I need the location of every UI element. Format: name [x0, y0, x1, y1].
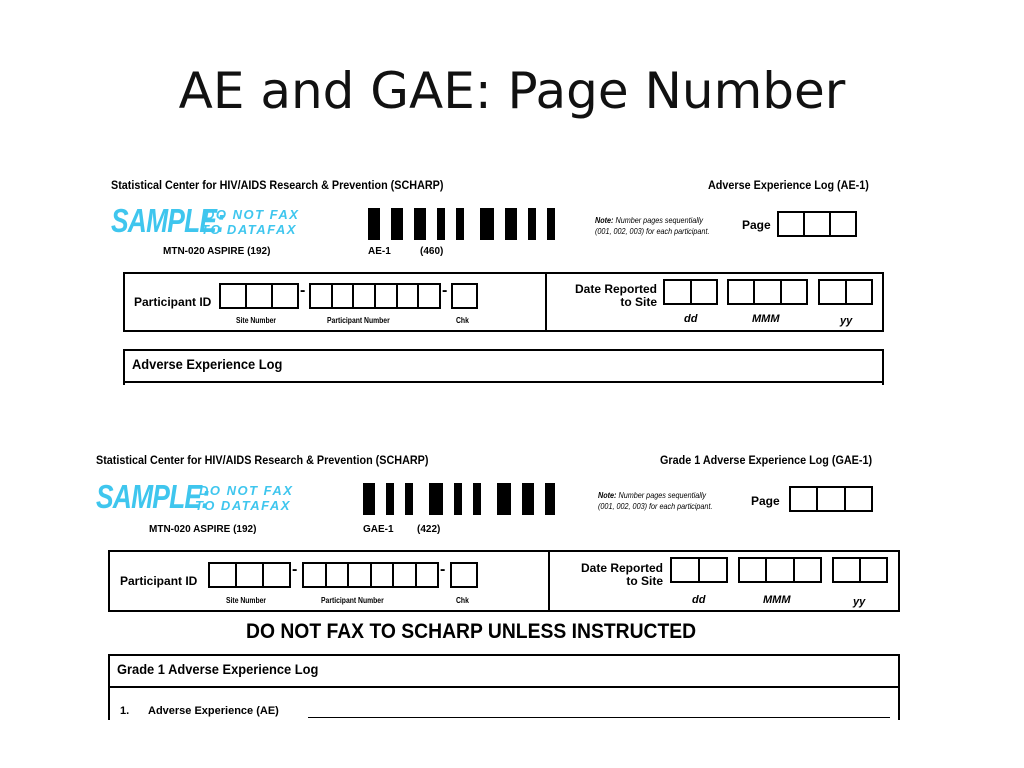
ae-chk-label: Chk [456, 316, 469, 325]
ae-yy-label: yy [840, 315, 853, 327]
gae-date-reported-line-2: to Site [626, 574, 663, 588]
gae-participant-number-boxes[interactable] [302, 562, 439, 588]
gae-id-divider [548, 550, 550, 612]
ae-form-title: Adverse Experience Log (AE-1) [708, 178, 869, 192]
gae-sample-note-2: TO DATAFAX [195, 498, 291, 513]
slide-title: AE and GAE: Page Number [178, 62, 846, 120]
ae-dd-label: dd [684, 313, 698, 325]
gae-page-label: Page [751, 494, 780, 508]
gae-participant-id-label: Participant ID [120, 574, 198, 588]
gae-date-dd-boxes[interactable] [670, 557, 728, 583]
gae-dash-1: - [292, 561, 298, 578]
ae-date-reported-line-1: Date Reported [574, 282, 657, 296]
gae-page-note [598, 490, 712, 512]
gae-date-reported-line-1: Date Reported [580, 561, 663, 575]
ae-dash-2: - [442, 282, 448, 299]
gae-form-code: GAE-1 [363, 524, 394, 535]
ae-sample-note-1: DO NOT FAX [205, 207, 300, 222]
gae-yy-label: yy [853, 596, 866, 608]
gae-note-line-1: Number pages sequentially [616, 490, 707, 500]
ae-form-number: (460) [420, 246, 444, 257]
gae-site-number-label: Site Number [226, 596, 267, 605]
ae-date-reported-line-2: to Site [620, 295, 657, 309]
ae-note-bold: Note: [595, 215, 614, 225]
gae-date-yy-boxes[interactable] [832, 557, 888, 583]
ae-page-label: Page [742, 218, 771, 232]
ae-note-line-1: Number pages sequentially [613, 215, 704, 225]
gae-chk-box[interactable] [450, 562, 478, 588]
gae-form-title: Grade 1 Adverse Experience Log (GAE-1) [660, 453, 873, 467]
ae-org-name: Statistical Center for HIV/AIDS Research & Prevention (SCHARP) [111, 178, 444, 192]
gae-dash-2: - [440, 561, 446, 578]
ae-site-number-label: Site Number [236, 316, 277, 325]
gae-participant-number-label: Participant Number [321, 596, 384, 605]
gae-site-number-boxes[interactable] [208, 562, 291, 588]
gae-date-reported-label [570, 562, 663, 588]
gae-org-name: Statistical Center for HIV/AIDS Research & Prevention (SCHARP) [96, 453, 429, 467]
gae-form-number: (422) [417, 524, 441, 535]
gae-study-name: MTN-020 ASPIRE (192) [149, 524, 257, 535]
ae-sample-note-2: TO DATAFAX [201, 222, 297, 237]
gae-mmm-label: MMM [763, 594, 791, 606]
ae-section-title-text: Adverse Experience Log [132, 356, 283, 372]
gae-body-left-border [108, 686, 110, 720]
gae-section-title-text: Grade 1 Adverse Experience Log [117, 661, 319, 677]
gae-page-number-boxes[interactable] [789, 486, 873, 512]
ae-note-line-2: (001, 002, 003) for each participant. [595, 226, 710, 236]
ae-participant-id-label: Participant ID [134, 295, 212, 309]
gae-note-line-2: (001, 002, 003) for each participant. [598, 501, 713, 511]
gae-ae-input-line[interactable] [308, 717, 890, 718]
gae-item-label: Adverse Experience (AE) [148, 705, 279, 717]
gae-body-right-border [898, 686, 900, 720]
gae-note-bold: Note: [598, 490, 617, 500]
gae-sample-note-1: DO NOT FAX [199, 483, 294, 498]
gae-date-mmm-boxes[interactable] [738, 557, 822, 583]
ae-form-code: AE-1 [368, 246, 391, 257]
gae-barcode [363, 483, 555, 515]
ae-mmm-label: MMM [752, 313, 780, 325]
ae-dash-1: - [300, 282, 306, 299]
gae-dd-label: dd [692, 594, 706, 606]
ae-sample-word: SAMPLE: [111, 202, 225, 239]
gae-chk-label: Chk [456, 596, 469, 605]
ae-study-name: MTN-020 ASPIRE (192) [163, 246, 271, 257]
gae-section-title [108, 654, 900, 688]
ae-participant-number-label: Participant Number [327, 316, 390, 325]
gae-instruction: DO NOT FAX TO SCHARP UNLESS INSTRUCTED [246, 620, 697, 643]
gae-item-number: 1. [120, 705, 130, 717]
gae-sample-word: SAMPLE: [96, 478, 210, 515]
